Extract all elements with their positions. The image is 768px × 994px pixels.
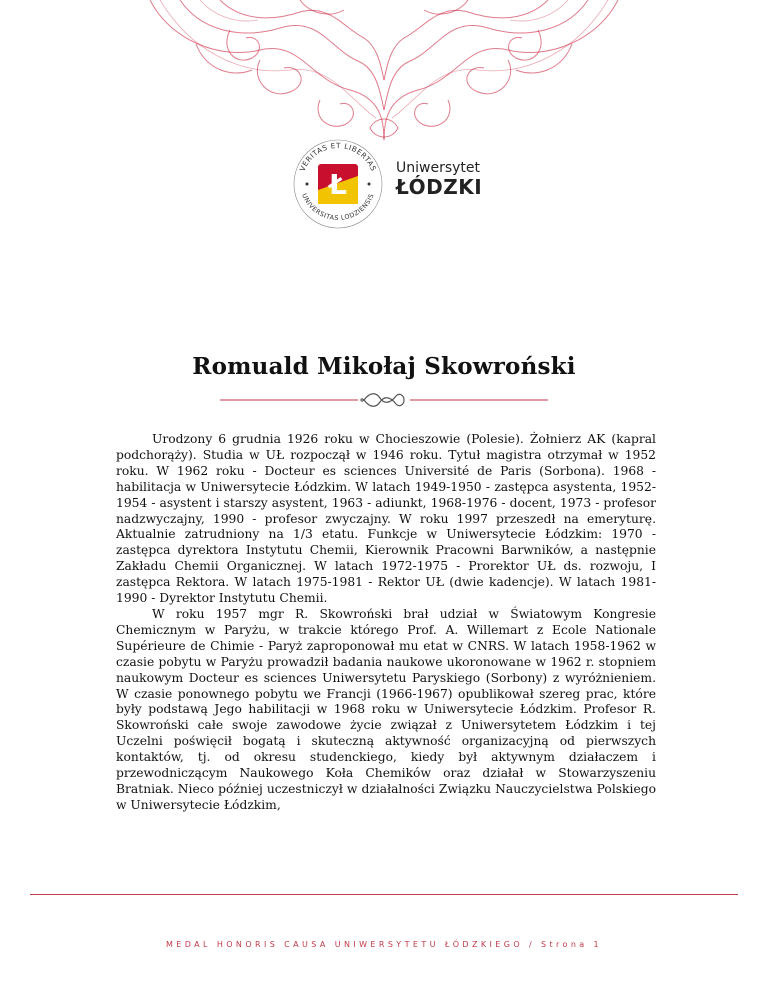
ornamental-divider [220,390,548,410]
seal-text-top: VERITAS ET LIBERTAS [297,140,379,173]
seal-text-bottom: UNIVERSITAS LODZIENSIS [300,192,376,223]
seal-letter: Ł [329,168,347,201]
page-title: Romuald Mikołaj Skowroński [192,353,576,381]
footer-divider [30,894,738,895]
university-name [396,160,482,198]
university-logo [288,132,488,242]
page-footer: MEDAL HONORIS CAUSA UNIWERSYTETU ŁÓDZKIEGO / Strona 1 [165,940,603,949]
university-name-line1: Uniwersytet [396,160,480,176]
biography-text [116,432,656,814]
university-name-line2: ŁÓDZKI [396,175,483,199]
paragraph: Urodzony 6 grudnia 1926 roku w Chocieszowie (Polesie). Żołnierz AK (kapral podchorąży). Studia w UŁ rozpoczął w 1946 roku. Tytuł magistra otrzymał w 1952 roku. W 1962 roku - Docteur es sciences Université de Paris (Sorbona). 1968 - habilitacja w Uniwersytecie Łódzkim. W latach 1949-1950 - zastępca asystenta, 1952-1954 - asystent i starszy asystent, 1963 - adiunkt, 1968-1976 - docent, 1973 - profesor nadzwyczajny, 1990 - profesor zwyczajny. W roku 1997 przeszedł na emeryturę. Aktualnie zatrudniony na 1/3 etatu. Funkcje w Uniwersytecie Łódzkim: 1970 - zastępca dyrektora Instytutu Chemii, Kierownik Pracowni Barwników, a następnie Zakładu Chemii Organicznej. W latach 1972-1975 - Prorektor UŁ ds. rozwoju, I zastępca Rektora. W latach 1975-1981 - Rektor UŁ (dwie kadencje). W latach 1981-1990 - Dyrektor Instytutu Chemii. [116,432,656,606]
university-seal-icon [288,132,388,232]
paragraph: W roku 1957 mgr R. Skowroński brał udział w Światowym Kongresie Chemicznym w Paryżu, w trakcie którego Prof. A. Willemart z Ecole Nationale Supérieure de Chimie - Paryż zaproponował mu etat w CNRS. W latach 1958-1962 w czasie pobytu w Paryżu prowadził badania naukowe ukoronowane w 1962 r. stopniem naukowym Docteur es sciences Uniwersytetu Paryskiego (Sorbony) z wyróżnieniem. W czasie ponownego pobytu we Francji (1966-1967) opublikował szereg prac, które były podstawą Jego habilitacji w 1968 roku w Uniwersytecie Łódzkim. Profesor R. Skowroński całe swoje zawodowe życie związał z Uniwersytetem Łódzkim i tej Uczelni poświęcił bogatą i skuteczną aktywność organizacyjną od pierwszych kontaktów, tj. od okresu studenckiego, kiedy był aktywnym działaczem i przewodniczącym Naukowego Koła Chemików oraz działał w Stowarzyszeniu Bratniak. Nieco później uczestniczył w działalności Związku Nauczycielstwa Polskiego w Uniwersytecie Łódzkim, [116,606,656,812]
